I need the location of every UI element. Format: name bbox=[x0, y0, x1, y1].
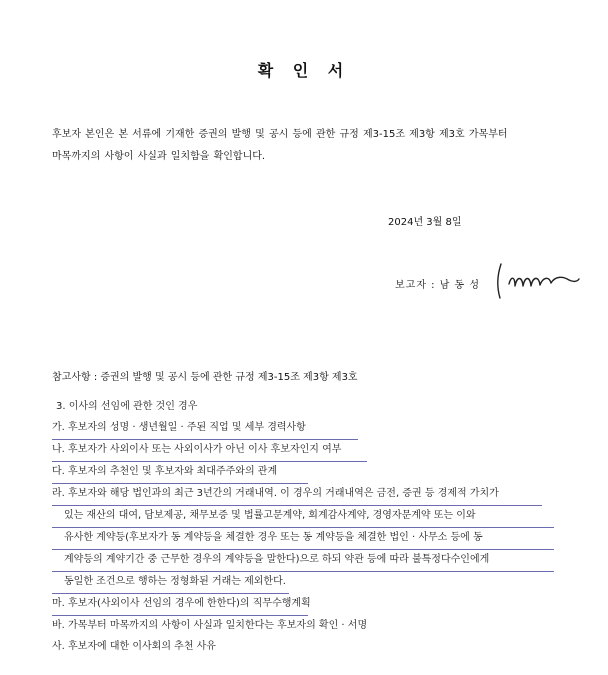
body-line-2: 마목까지의 사항이 사실과 일치함을 확인합니다. bbox=[52, 151, 266, 162]
document-date: 2024년 3월 8일 bbox=[388, 217, 462, 228]
reference-item: 3. 이사의 선임에 관한 것인 경우 bbox=[56, 401, 198, 412]
reference-item: 가. 후보자의 성명 · 생년월일 · 주된 직업 및 세부 경력사항 bbox=[52, 418, 358, 440]
reference-item: 사. 후보자에 대한 이사회의 추천 사유 bbox=[52, 641, 216, 652]
reference-item: 나. 후보자가 사외이사 또는 사외이사가 아닌 이사 후보자인지 여부 bbox=[52, 440, 367, 462]
reference-item: 유사한 계약등(후보자가 동 계약등을 체결한 경우 또는 동 계약등을 체결한 법인 · 사무소 등에 동 bbox=[52, 528, 554, 550]
reference-heading: 참고사항 : 증권의 발행 및 공시 등에 관한 규정 제3-15조 제3항 제3호 bbox=[52, 372, 358, 383]
reference-item: 계약등의 계약기간 중 근무한 경우의 계약등을 말한다)으로 하되 약관 등에 따라 불특정다수인에게 bbox=[52, 550, 554, 572]
reference-item: 라. 후보자와 해당 법인과의 최근 3년간의 거래내역. 이 경우의 거래내역은 금전, 증권 등 경제적 가치가 bbox=[52, 484, 542, 506]
reference-item: 동일한 조건으로 행하는 정형화된 거래는 제외한다. bbox=[52, 572, 289, 594]
document-title: 확 인 서 bbox=[257, 61, 351, 80]
reference-item: 다. 후보자의 추천인 및 후보자와 최대주주와의 관계 bbox=[52, 462, 308, 484]
reporter-name: 보고자 : 남 동 성 bbox=[395, 280, 481, 291]
reference-item: 있는 재산의 대여, 담보제공, 채무보증 및 법률고문계약, 회계감사계약, 경영자문계약 또는 이와 bbox=[52, 506, 554, 528]
body-line-1: 후보자 본인은 본 서류에 기재한 증권의 발행 및 공시 등에 관한 규정 제3-15조 제3항 제3호 가목부터 bbox=[52, 129, 508, 140]
reference-item: 마. 후보자(사외이사 선임의 경우에 한한다)의 직무수행계획 bbox=[52, 594, 308, 616]
reference-list bbox=[52, 397, 572, 658]
reference-item: 바. 가목부터 마목까지의 사항이 사실과 일치한다는 후보자의 확인 · 서명 bbox=[52, 620, 368, 631]
handwritten-signature bbox=[493, 258, 583, 302]
